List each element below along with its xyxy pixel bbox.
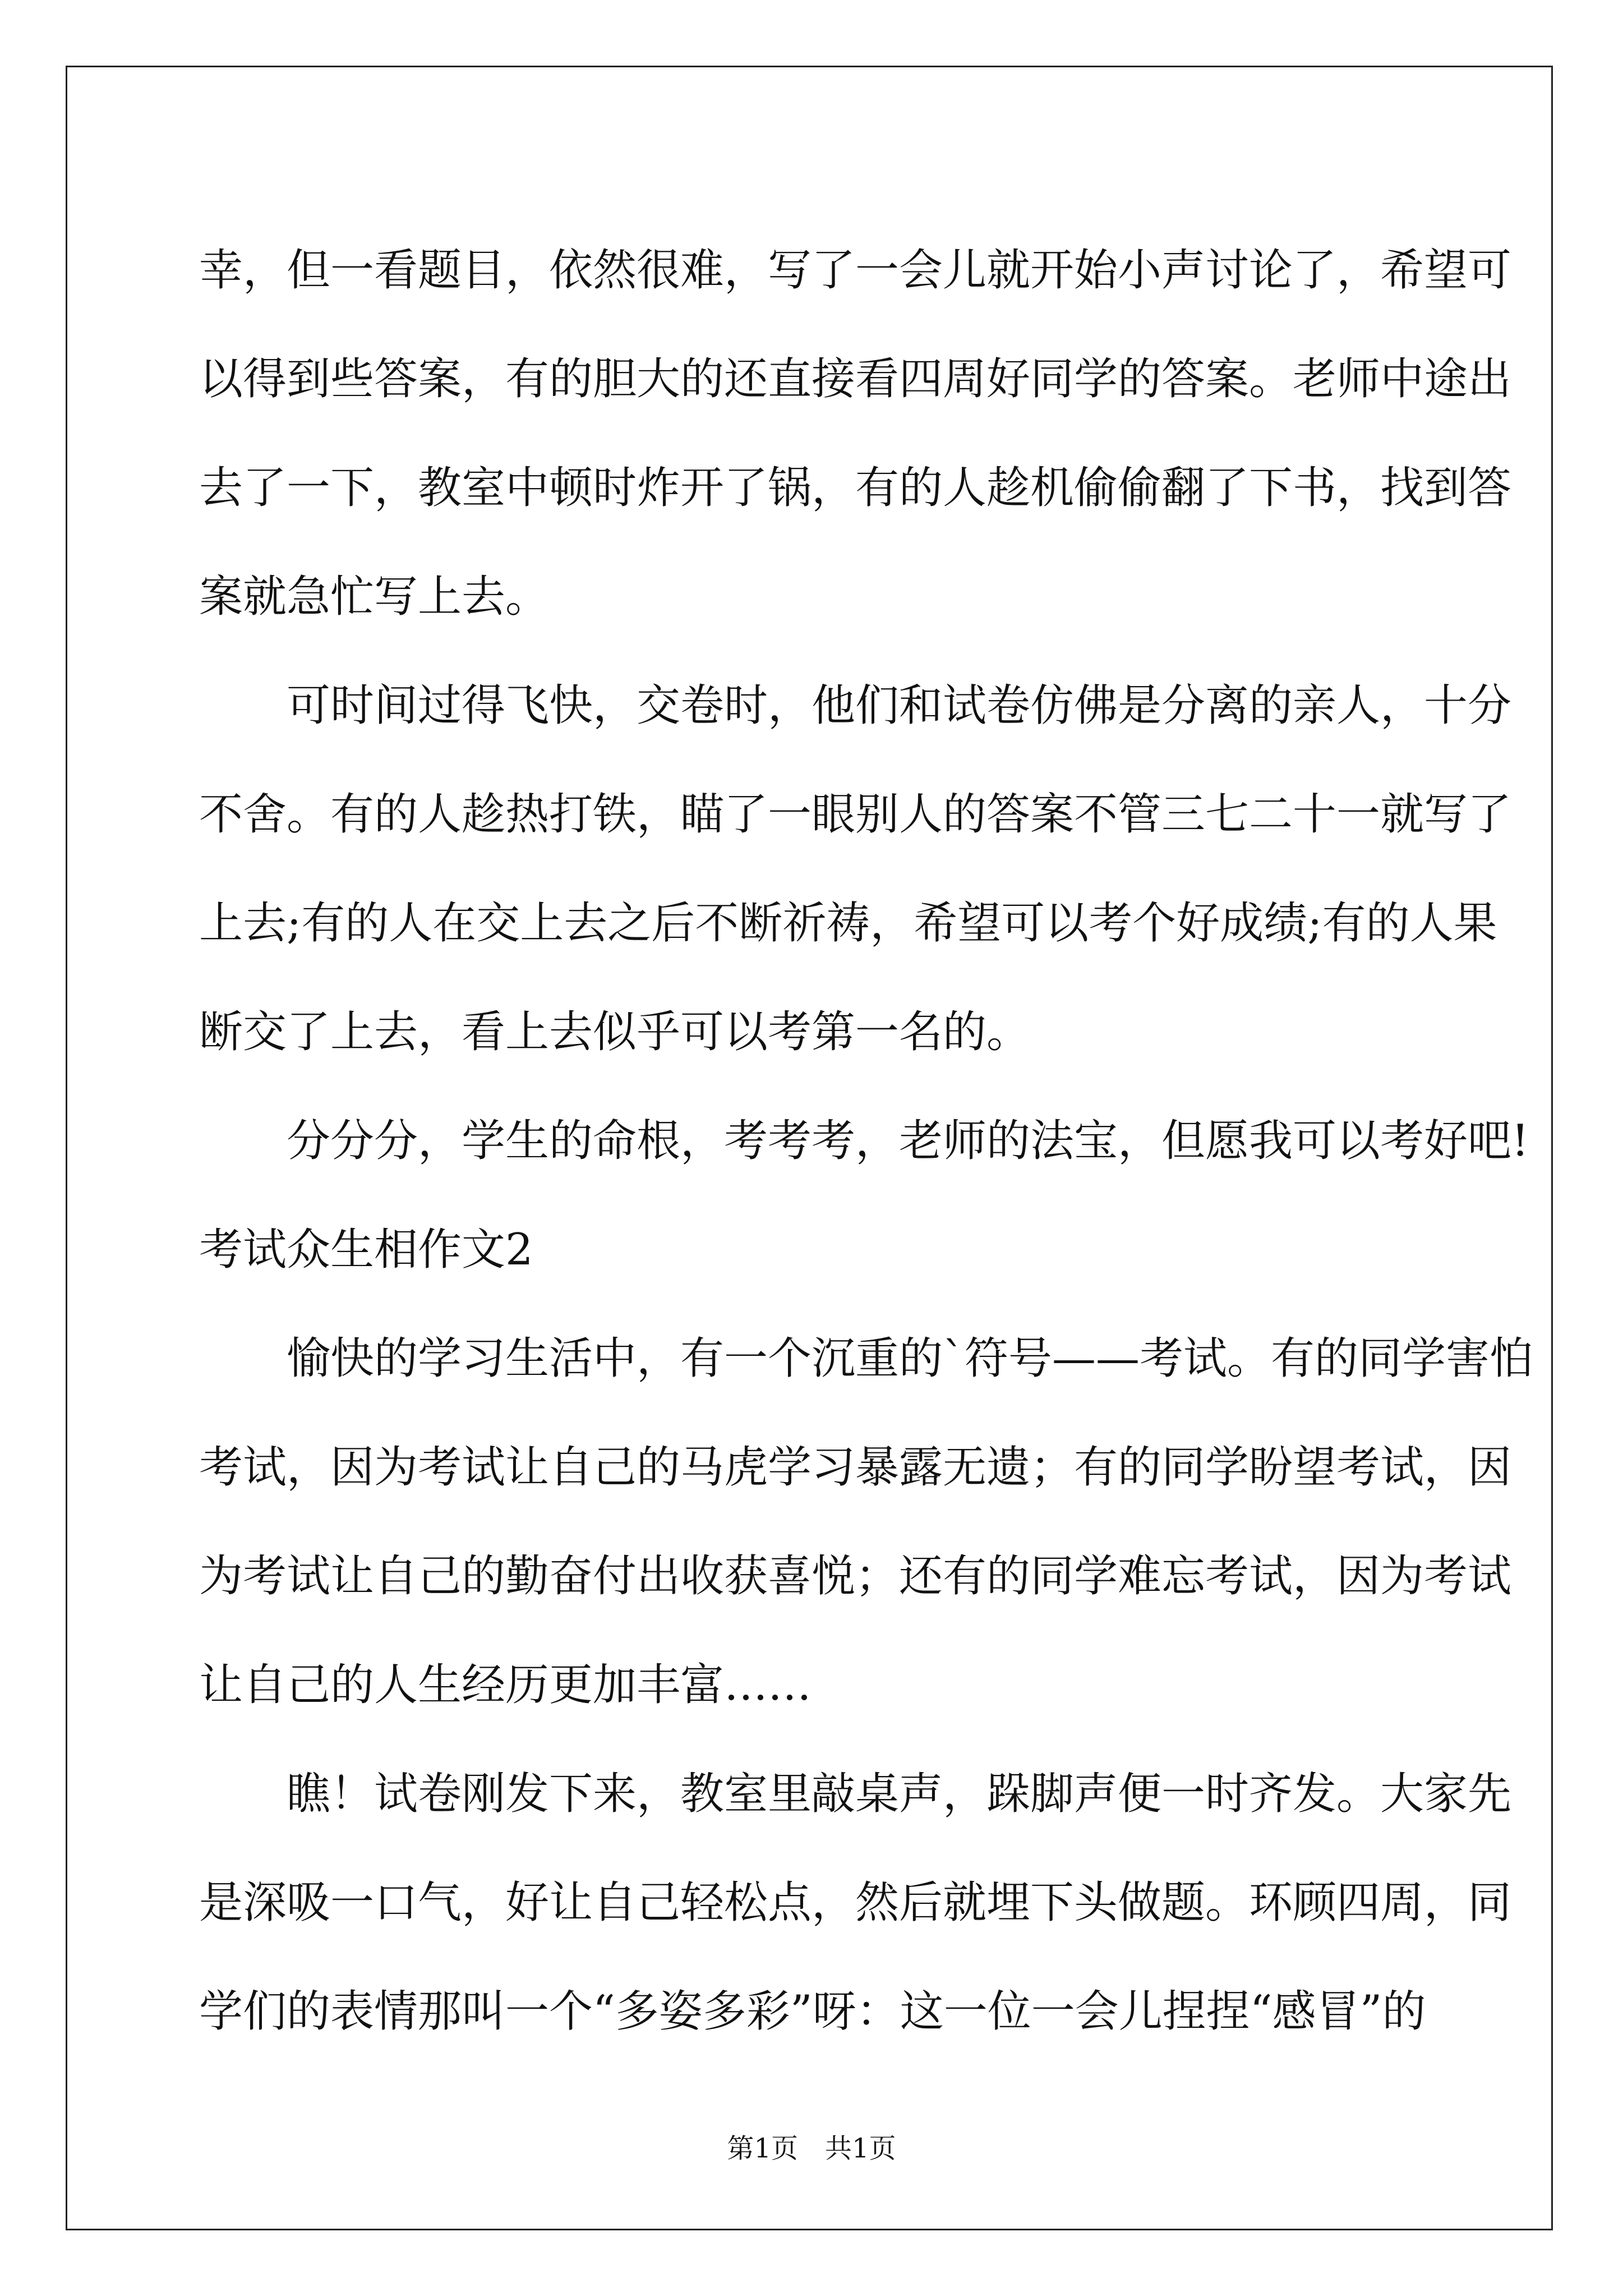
section-heading: 考试众生相作文2 [199,1225,533,1275]
text-line-3: 去了一下，教室中顿时炸开了锅，有的人趁机偷偷翻了下书，找到答 [199,463,1512,513]
text-line-5: 可时间过得飞快，交卷时，他们和试卷仿佛是分离的亲人，十分 [287,680,1512,731]
page-number-total: 共1页 [825,2133,896,2164]
page-number-current: 第1页 [727,2133,798,2164]
text-line-16: 是深吸一口气，好让自己轻松点，然后就埋下头做题。环顾四周，同 [199,1878,1512,1928]
text-line-6: 不舍。有的人趁热打铁，瞄了一眼别人的答案不管三七二十一就写了 [199,789,1512,840]
text-line-11: 愉快的学习生活中，有一个沉重的`符号——考试。有的同学害怕 [287,1333,1534,1384]
text-line-8: 断交了上去，看上去似乎可以考第一名的。 [199,1007,1031,1057]
text-line-12: 考试，因为考试让自己的马虎学习暴露无遗；有的同学盼望考试，因 [199,1442,1512,1493]
text-line-1: 幸，但一看题目，依然很难，写了一会儿就开始小声讨论了，希望可 [199,245,1512,296]
text-line-17: 学们的表情那叫一个“多姿多彩”呀：这一位一会儿捏捏“感冒”的 [199,1986,1426,2037]
text-line-4: 案就急忙写上去。 [199,572,550,622]
text-line-15: 瞧！试卷刚发下来，教室里敲桌声，跺脚声便一时齐发。大家先 [287,1769,1512,1819]
text-line-13: 为考试让自己的勤奋付出收获喜悦；还有的同学难忘考试，因为考试 [199,1551,1512,1602]
text-line-7: 上去;有的人在交上去之后不断祈祷，希望可以考个好成绩;有的人果 [199,898,1497,949]
text-line-9: 分分分，学生的命根，考考考，老师的法宝，但愿我可以考好吧! [287,1116,1529,1166]
text-line-14: 让自己的人生经历更加丰富…… [199,1660,812,1710]
document-body [199,216,1534,2066]
page-footer [0,2132,1623,2165]
text-line-2: 以得到些答案，有的胆大的还直接看四周好同学的答案。老师中途出 [199,354,1512,404]
